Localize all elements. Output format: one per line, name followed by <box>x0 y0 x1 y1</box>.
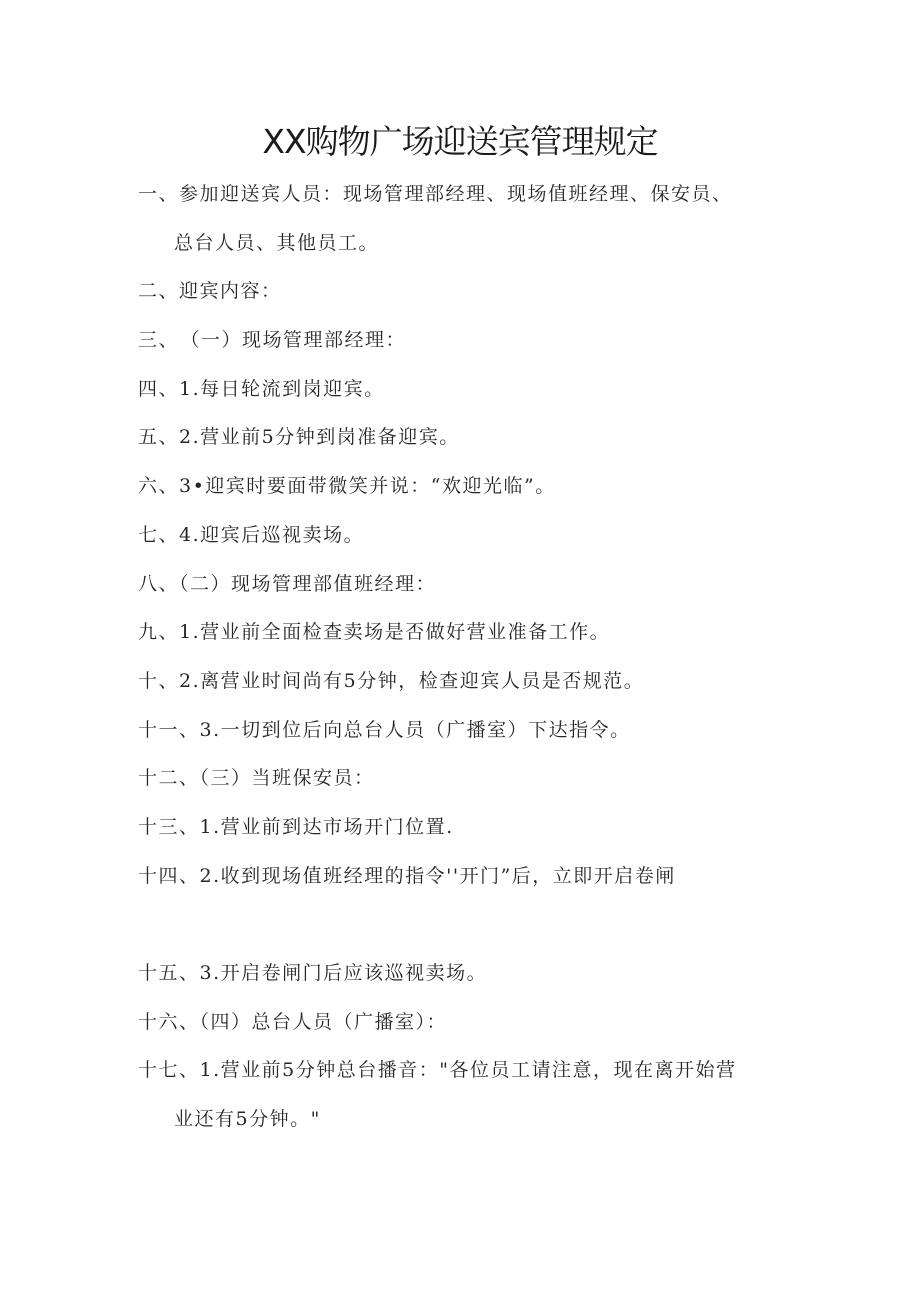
paragraph-line: 二、迎宾内容： <box>138 280 282 303</box>
paragraph-line: 七、4.迎宾后巡视卖场。 <box>138 523 365 546</box>
paragraph-line: 业还有5分钟。" <box>174 1108 321 1131</box>
paragraph-line: 十二、（三）当班保安员： <box>138 767 375 790</box>
paragraph-line: 十、2.离营业时间尚有5分钟，检查迎宾人员是否规范。 <box>138 669 645 692</box>
paragraph-line: 八、（二）现场管理部值班经理： <box>138 572 437 595</box>
paragraph-line: 一、参加迎送宾人员：现场管理部经理、现场值班经理、保安员、 <box>138 183 733 205</box>
paragraph-line: 十五、3.开启卷闸门后应该巡视卖场。 <box>138 962 488 984</box>
blank-line <box>138 906 798 955</box>
document-body <box>138 176 798 1150</box>
paragraph-line: 十四、2.收到现场值班经理的指令''开门”后，立即开启卷闸 <box>138 864 676 887</box>
paragraph-line: 十七、1.营业前5分钟总台播音："各位员工请注意，现在离开始营 <box>138 1059 737 1082</box>
paragraph-line: 三、 （一）现场管理部经理： <box>138 329 407 352</box>
paragraph-line: 十一、3.一切到位后向总台人员（广播室）下达指令。 <box>138 718 631 741</box>
paragraph-line: 四、1.每日轮流到岗迎宾。 <box>138 377 385 400</box>
paragraph-line: 十三、1.营业前到达市场开门位置. <box>138 815 454 838</box>
document-title: XX购物广场迎送宾管理规定 <box>262 122 658 161</box>
paragraph-line: 总台人员、其他员工。 <box>174 231 380 254</box>
paragraph-line: 五、2.营业前5分钟到岗准备迎宾。 <box>138 426 460 449</box>
paragraph-line: 六、3•迎宾时要面带微笑并说：“欢迎光临”。 <box>138 475 556 498</box>
paragraph-line: 十六、（四）总台人员（广播室）： <box>138 1010 448 1033</box>
paragraph-line: 九、1.营业前全面检查卖场是否做好营业准备工作。 <box>138 621 611 644</box>
